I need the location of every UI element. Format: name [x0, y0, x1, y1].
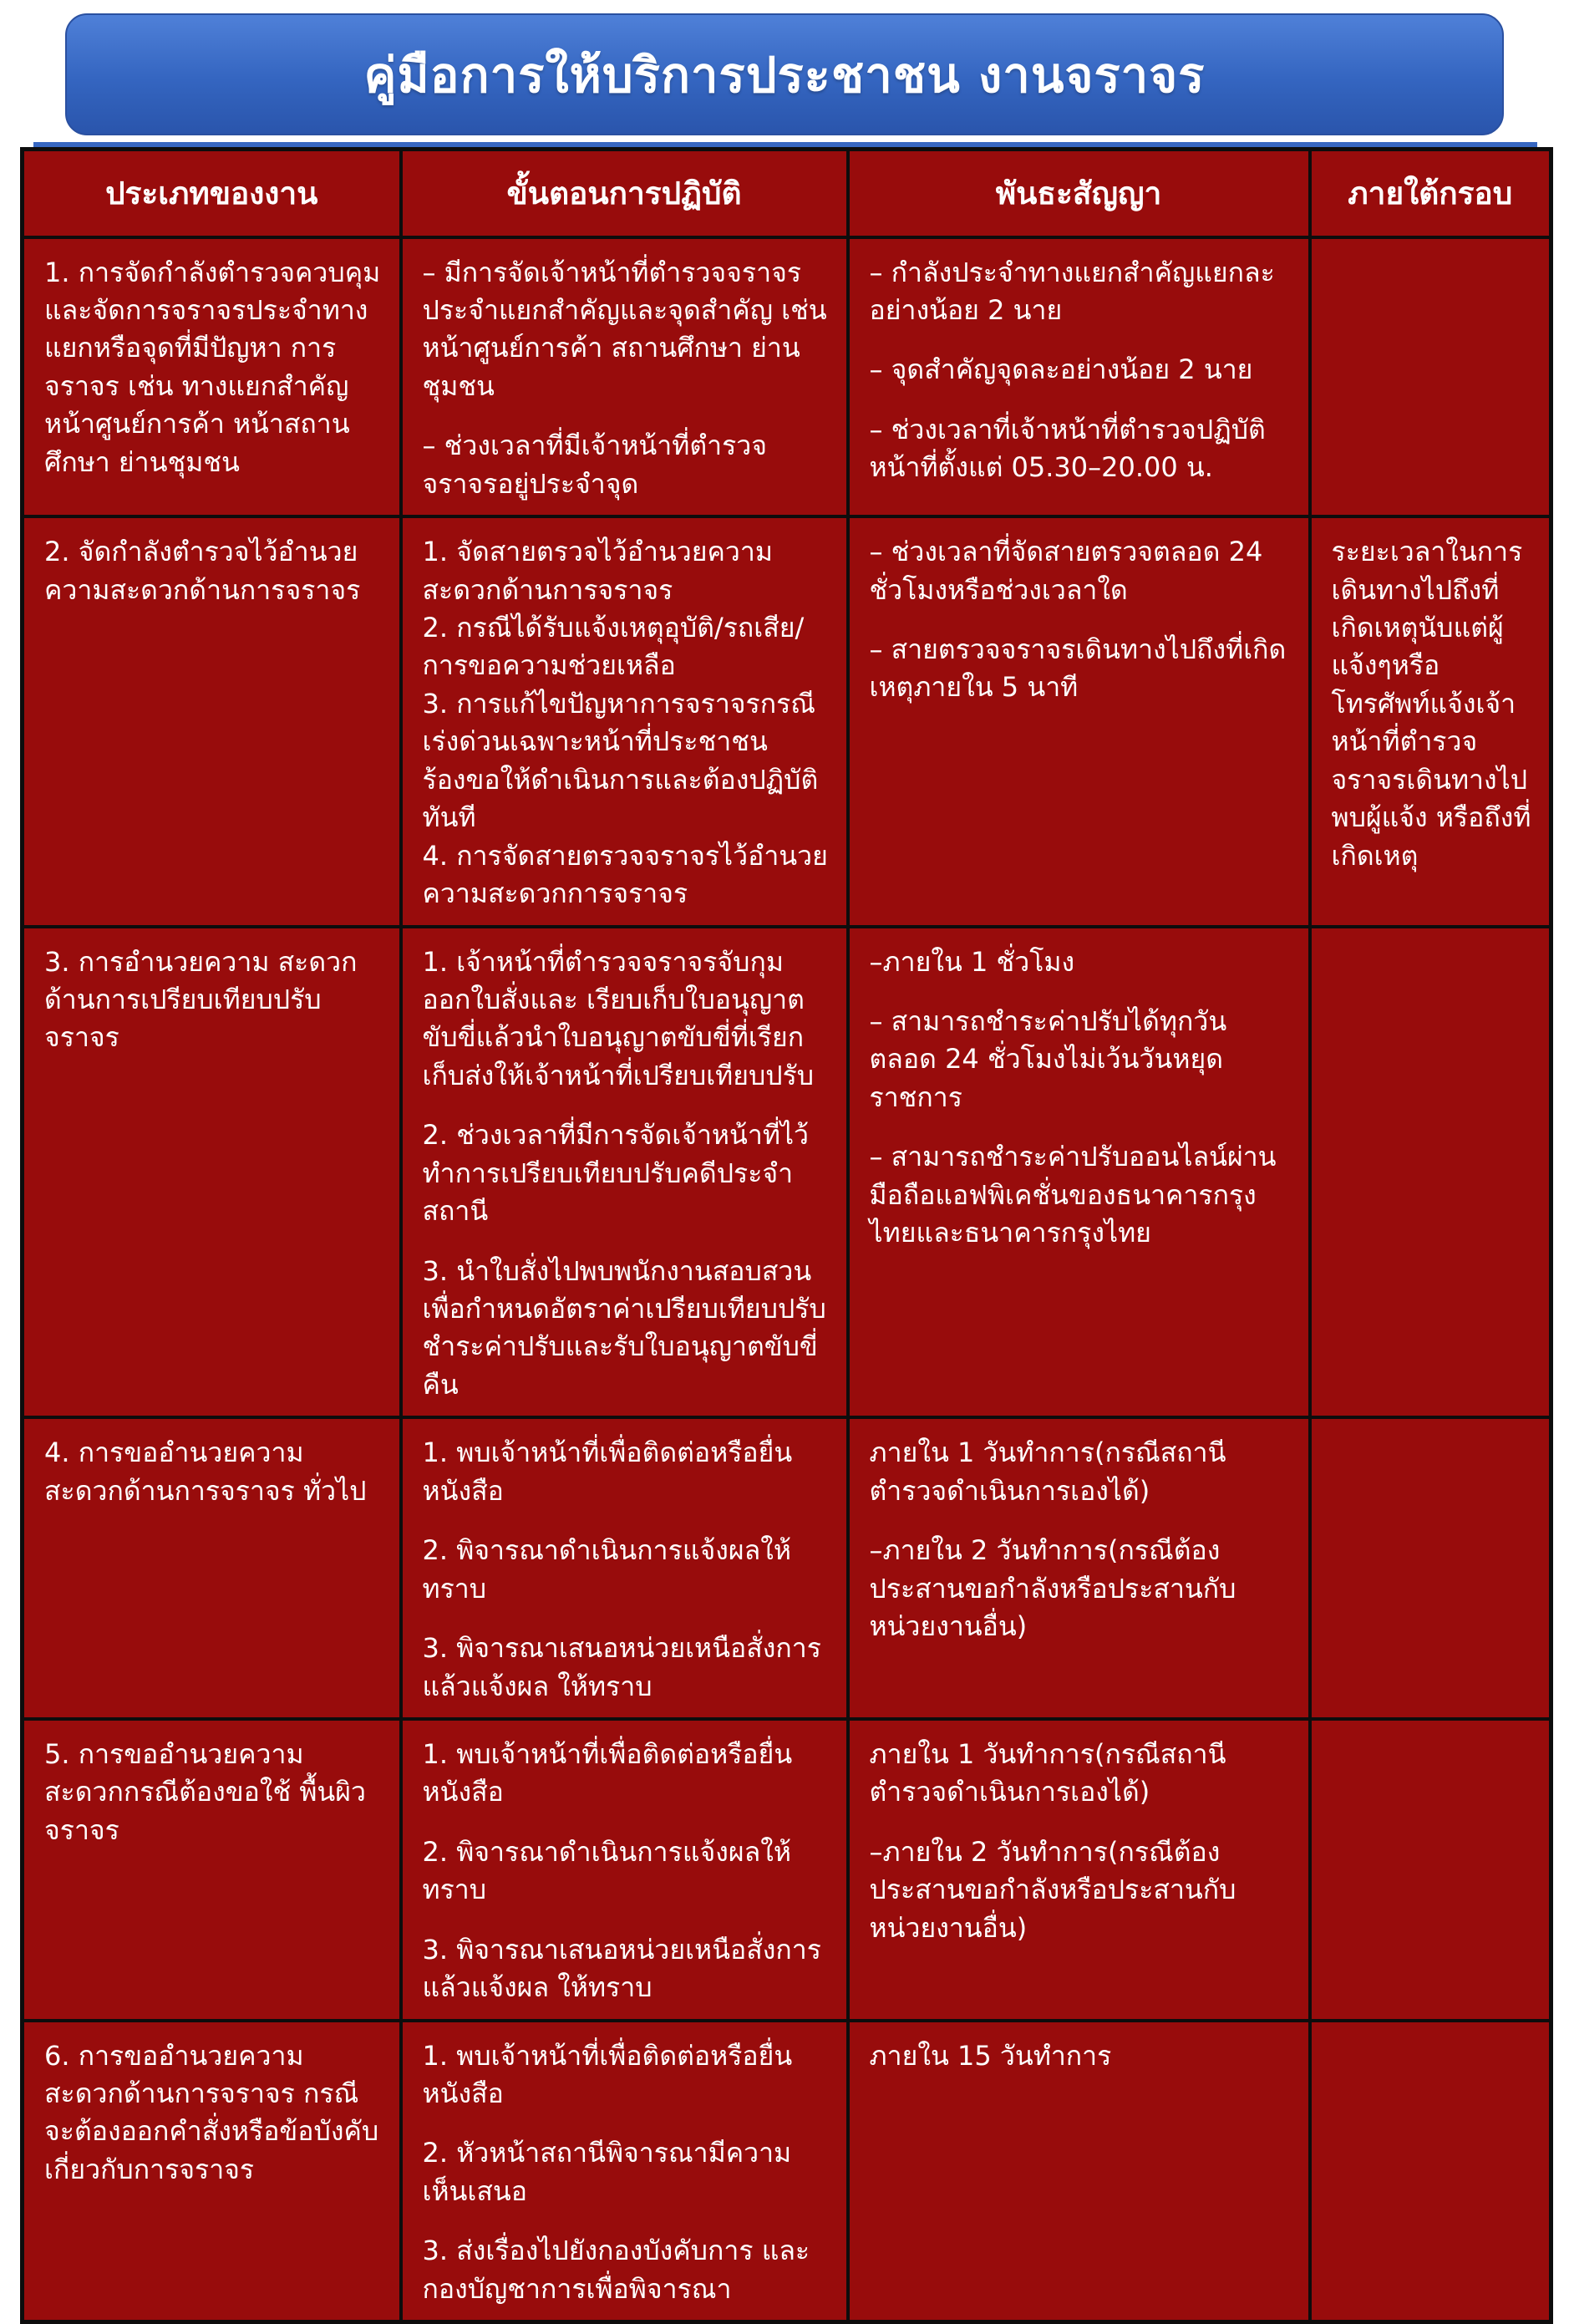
cell-paragraph: 1. พบเจ้าหน้าที่เพื่อติดต่อหรือยื่นหนังสือ [422, 1437, 793, 1507]
cell-paragraph: –ภายใน 1 ชั่วโมง [869, 945, 1075, 978]
cell-r1-c3 [848, 237, 1310, 517]
cell-paragraph: 2. พิจารณาดำเนินการแจ้งผลให้ทราบ [422, 1534, 791, 1604]
table-row-6 [23, 2021, 1551, 2322]
cell-r4-c4 [1310, 1417, 1551, 1719]
page-title: คู่มือการให้บริการประชาชน งานจราจร [363, 46, 1206, 104]
cell-paragraph: 1. การจัดกำลังตำรวจควบคุมและจัดการจราจรประจำทางแยกหรือจุดที่มีปัญหา การจราจร เช่น ทางแยกสำคัญ หน้าศูนย์การค้า หน้าสถานศึกษา ย่านชุมชน [44, 256, 381, 478]
title-banner [65, 13, 1504, 135]
cell-paragraph: 3. นำใบสั่งไปพบพนักงานสอบสวนเพื่อกำหนดอัตราค่าเปรียบเทียบปรับชำระค่าปรับและรับใบอนุญาตขับขี่คืน [422, 1254, 826, 1401]
cell-paragraph: – สามารถชำระค่าปรับออนไลน์ผ่านมือถือแอฟพิเคชั่นของธนาคารกรุงไทยและธนาคารกรุงไทย [869, 1141, 1277, 1249]
service-table [20, 147, 1553, 2324]
cell-r3-c3 [848, 927, 1310, 1418]
cell-r4-c3 [848, 1417, 1310, 1719]
cell-paragraph: 4. การขออำนวยความสะดวกด้านการจราจร ทั่วไป [44, 1437, 367, 1507]
cell-paragraph: – ช่วงเวลาที่เจ้าหน้าที่ตำรวจปฏิบัติหน้าที่ตั้งแต่ 05.30–20.00 น. [869, 413, 1266, 484]
col-header-framework: ภายใต้กรอบ [1310, 150, 1551, 237]
cell-paragraph: 6. การขออำนวยความ สะดวกด้านการจราจร กรณีจะต้องออกคำสั่งหรือข้อบังคับเกี่ยวกับการจราจร [44, 2039, 379, 2185]
cell-paragraph: ระยะเวลาในการเดินทางไปถึงที่เกิดเหตุนับแต่ผู้แจ้งๆหรือโทรศัพท์แจ้งเจ้าหน้าที่ตำรวจจราจรเดินทางไปพบผู้แจ้ง หรือถึงที่เกิดเหตุ [1331, 536, 1531, 872]
cell-r3-c4 [1310, 927, 1551, 1418]
cell-paragraph: 1. เจ้าหน้าที่ตำรวจจราจรจับกุม ออกใบสั่งและ เรียบเก็บใบอนุญาตขับขี่แล้วนำใบอนุญาตขับขี่ที่เรียกเก็บส่งให้เจ้าหน้าที่เปรียบเทียบปรับ [422, 945, 815, 1091]
col-header-commitment: พันธะสัญญา [848, 150, 1310, 237]
cell-paragraph: 4. การจัดสายตรวจจราจรไว้อำนวยความสะดวกการจราจร [422, 839, 828, 910]
cell-paragraph: – กำลังประจำทางแยกสำคัญแยกละอย่างน้อย 2 นาย [869, 256, 1275, 326]
cell-r6-c1 [23, 2021, 401, 2322]
table-row-2 [23, 516, 1551, 926]
cell-paragraph: 1. จัดสายตรวจไว้อำนวยความสะดวกด้านการจราจร [422, 536, 773, 606]
col-header-procedure: ขั้นตอนการปฏิบัติ [401, 150, 848, 237]
cell-paragraph: – ช่วงเวลาที่มีเจ้าหน้าที่ตำรวจจราจรอยู่ประจำจุด [422, 430, 767, 500]
cell-paragraph: – ช่วงเวลาที่จัดสายตรวจตลอด 24 ชั่วโมงหรือช่วงเวลาใด [869, 536, 1263, 606]
cell-r2-c3 [848, 516, 1310, 926]
cell-paragraph: –ภายใน 2 วันทำการ(กรณีต้องประสานขอกำลังหรือประสานกับหน่วยงานอื่น) [869, 1835, 1236, 1944]
cell-paragraph: ภายใน 1 วันทำการ(กรณีสถานีตำรวจดำเนินการเองได้) [869, 1737, 1226, 1808]
cell-r1-c1 [23, 237, 401, 517]
cell-paragraph: 2. กรณีได้รับแจ้งเหตุอุบัติ/รถเสีย/การขอความช่วยเหลือ [422, 612, 805, 682]
cell-paragraph: –ภายใน 2 วันทำการ(กรณีต้องประสานขอกำลังหรือประสานกับหน่วยงานอื่น) [869, 1534, 1236, 1643]
table-row-3 [23, 927, 1551, 1418]
cell-r2-c1 [23, 516, 401, 926]
cell-r1-c4 [1310, 237, 1551, 517]
cell-r3-c1 [23, 927, 401, 1418]
cell-paragraph: 1. พบเจ้าหน้าที่เพื่อติดต่อหรือยื่นหนังสือ [422, 1737, 793, 1808]
cell-paragraph: 3. การอำนวยความ สะดวกด้านการเปรียบเทียบปรับจราจร [44, 945, 358, 1054]
cell-paragraph: 3. พิจารณาเสนอหน่วยเหนือสั่งการแล้วแจ้งผล ให้ทราบ [422, 1632, 821, 1702]
cell-r5-c4 [1310, 1719, 1551, 2021]
cell-r6-c2 [401, 2021, 848, 2322]
cell-paragraph: 3. การแก้ไขปัญหาการจราจรกรณีเร่งด่วนเฉพาะหน้าที่ประชาชนร้องขอให้ดำเนินการและต้องปฏิบัติทันที [422, 687, 819, 834]
cell-paragraph: 2. ช่วงเวลาที่มีการจัดเจ้าหน้าที่ไว้ทำการเปรียบเทียบปรับคดีประจำสถานี [422, 1119, 809, 1228]
table-row-1 [23, 237, 1551, 517]
cell-paragraph: – จุดสำคัญจุดละอย่างน้อย 2 นาย [869, 353, 1253, 386]
cell-r6-c4 [1310, 2021, 1551, 2322]
cell-paragraph: 2. พิจารณาดำเนินการแจ้งผลให้ทราบ [422, 1835, 791, 1906]
cell-paragraph: 5. การขออำนวยความสะดวกกรณีต้องขอใช้ พื้นผิวจราจร [44, 1737, 367, 1846]
cell-paragraph: ภายใน 1 วันทำการ(กรณีสถานีตำรวจดำเนินการเองได้) [869, 1437, 1226, 1507]
cell-r4-c1 [23, 1417, 401, 1719]
cell-paragraph: 3. พิจารณาเสนอหน่วยเหนือสั่งการแล้วแจ้งผล ให้ทราบ [422, 1933, 821, 2004]
table-row-4 [23, 1417, 1551, 1719]
cell-paragraph: ภายใน 15 วันทำการ [869, 2039, 1112, 2072]
table-header [23, 150, 1551, 237]
cell-paragraph: 2. หัวหน้าสถานีพิจารณามีความเห็นเสนอ [422, 2137, 792, 2207]
header-row [23, 150, 1551, 237]
cell-r5-c2 [401, 1719, 848, 2021]
table-body [23, 237, 1551, 2322]
cell-paragraph: 1. พบเจ้าหน้าที่เพื่อติดต่อหรือยื่นหนังสือ [422, 2039, 793, 2109]
table-row-5 [23, 1719, 1551, 2021]
cell-r2-c2 [401, 516, 848, 926]
col-header-work-type: ประเภทของงาน [23, 150, 401, 237]
cell-paragraph: – มีการจัดเจ้าหน้าที่ตำรวจจราจรประจำแยกสำคัญและจุดสำคัญ เช่น หน้าศูนย์การค้า สถานศึกษา ย่านชุมชน [422, 256, 827, 402]
cell-paragraph: 3. ส่งเรื่องไปยังกองบังคับการ และกองบัญชาการเพื่อพิจารณา [422, 2235, 810, 2305]
cell-paragraph: 2. จัดกำลังตำรวจไว้อำนวยความสะดวกด้านการจราจร [44, 536, 361, 606]
cell-r6-c3 [848, 2021, 1310, 2322]
cell-r5-c1 [23, 1719, 401, 2021]
cell-r5-c3 [848, 1719, 1310, 2021]
cell-r2-c4 [1310, 516, 1551, 926]
cell-r4-c2 [401, 1417, 848, 1719]
cell-paragraph: – สามารถชำระค่าปรับได้ทุกวันตลอด 24 ชั่วโมงไม่เว้นวันหยุดราชการ [869, 1004, 1227, 1113]
cell-paragraph: – สายตรวจจราจรเดินทางไปถึงที่เกิดเหตุภายใน 5 นาที [869, 633, 1287, 704]
cell-r1-c2 [401, 237, 848, 517]
cell-r3-c2 [401, 927, 848, 1418]
